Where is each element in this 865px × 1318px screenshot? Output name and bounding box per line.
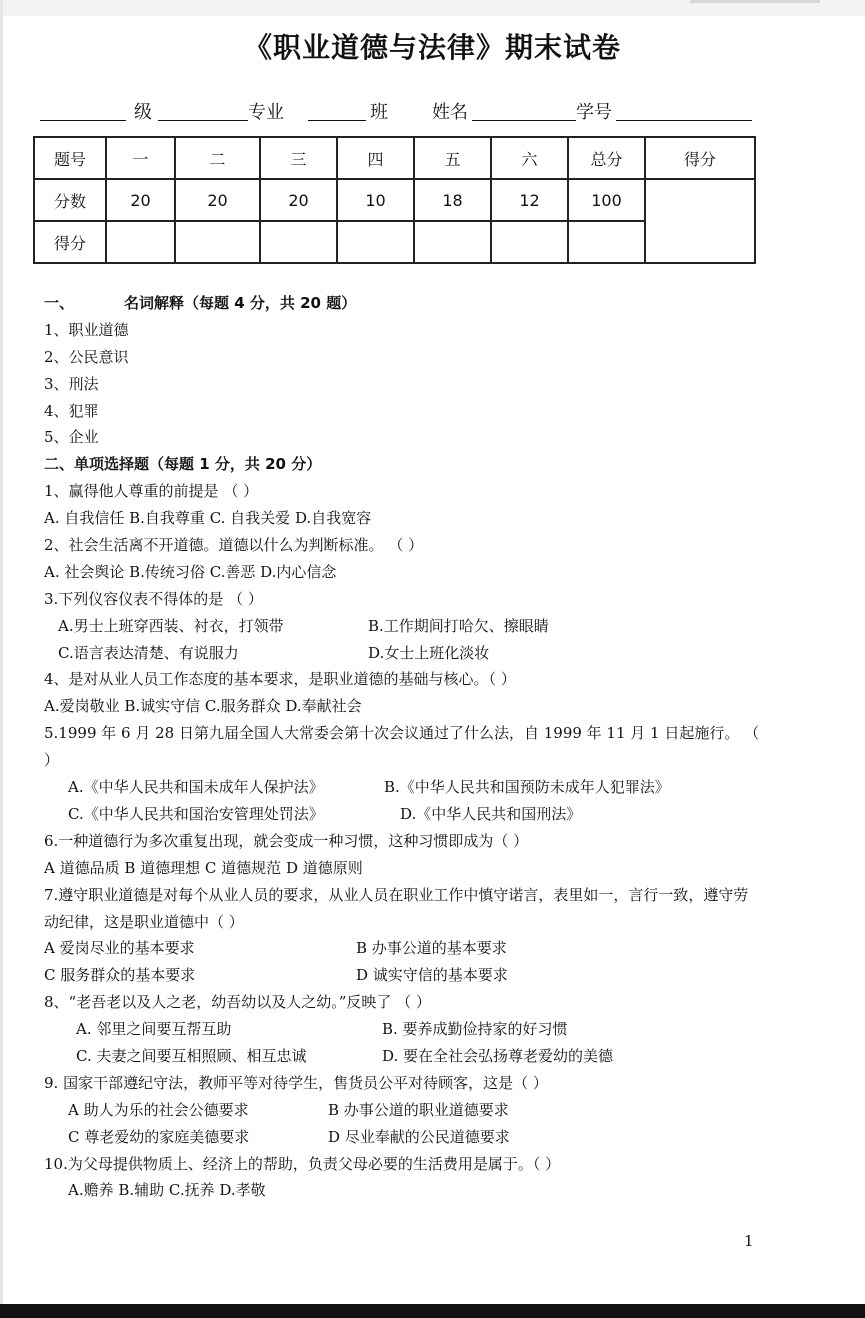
question: 2、社会生活离不开道德。道德以什么为判断标准。 （ ） xyxy=(44,536,424,555)
question-options: A.爱岗敬业 B.诚实守信 C.服务群众 D.奉献社会 xyxy=(44,697,362,716)
section1-number: 一、 xyxy=(44,294,75,312)
option: C 服务群众的基本要求 xyxy=(44,966,196,985)
section1-heading xyxy=(44,290,760,317)
question: 8、“老吾老以及人之老，幼吾幼以及人之幼。”反映了 （ ） xyxy=(44,993,431,1012)
question-options xyxy=(44,1043,760,1070)
option: A. 邻里之间要互帮互助 xyxy=(76,1020,232,1039)
table-row-points xyxy=(34,179,755,221)
table-cell: 二 xyxy=(175,137,260,179)
grade-label: 级 xyxy=(134,102,152,123)
question-options xyxy=(44,613,760,640)
student-id-label: 学号 xyxy=(576,102,612,123)
table-cell: 六 xyxy=(491,137,568,179)
question: 7.遵守职业道德是对每个从业人员的要求，从业人员在职业工作中慎守诺言，表里如一，言行一致，遵守劳动纪律，这是职业道德中（ ） xyxy=(44,885,749,931)
table-cell: 三 xyxy=(260,137,337,179)
table-cell: 五 xyxy=(414,137,491,179)
option: A.《中华人民共和国未成年人保护法》 xyxy=(68,778,324,797)
question: 9. 国家干部遵纪守法，教师平等对待学生，售货员公平对待顾客，这是（ ） xyxy=(44,1073,548,1092)
name-label: 姓名 xyxy=(432,102,468,123)
option: D 尽业奉献的公民道德要求 xyxy=(328,1127,510,1146)
class-label: 班 xyxy=(370,102,388,123)
question-options xyxy=(44,1016,760,1043)
table-cell: 18 xyxy=(414,179,491,221)
grade-blank xyxy=(40,120,126,121)
question-options xyxy=(44,774,760,801)
question-options: A.赡养 B.辅助 C.抚养 D.孝敬 xyxy=(68,1181,266,1200)
option: D 诚实守信的基本要求 xyxy=(356,966,508,985)
empty-score-cell xyxy=(175,221,260,263)
question: 4、是对从业人员工作态度的基本要求，是职业道德的基础与核心。（ ） xyxy=(44,670,516,689)
option: B 办事公道的职业道德要求 xyxy=(328,1100,509,1119)
table-row-header xyxy=(34,137,755,179)
question: 10.为父母提供物质上、经济上的帮助，负责父母必要的生活费用是属于。（ ） xyxy=(44,1154,561,1173)
class-blank xyxy=(308,120,366,121)
question-options xyxy=(44,1097,760,1124)
question-options xyxy=(44,1124,760,1151)
exam-content xyxy=(44,290,760,1204)
option: C.语言表达清楚、有说服力 xyxy=(58,643,239,662)
score-table xyxy=(33,136,756,264)
table-cell: 一 xyxy=(106,137,175,179)
table-cell: 题号 xyxy=(34,137,106,179)
empty-score-cell xyxy=(260,221,337,263)
page-left-edge xyxy=(0,0,3,1318)
question-options xyxy=(44,935,760,962)
viewer-tab xyxy=(690,0,820,3)
option: A.男士上班穿西装、衬衣，打领带 xyxy=(58,616,284,635)
question: 6.一种道德行为多次重复出现，就会变成一种习惯，这种习惯即成为（ ） xyxy=(44,831,529,850)
list-item: 1、职业道德 xyxy=(44,320,129,339)
list-item: 2、公民意识 xyxy=(44,347,129,366)
major-blank xyxy=(158,120,248,121)
section2-heading: 二、单项选择题（每题 1 分，共 20 分） xyxy=(44,455,322,474)
empty-score-cell xyxy=(491,221,568,263)
list-item: 3、刑法 xyxy=(44,374,99,393)
question: 3.下列仪容仪表不得体的是 （ ） xyxy=(44,589,263,608)
table-cell: 总分 xyxy=(568,137,645,179)
question-options xyxy=(44,801,760,828)
name-blank xyxy=(472,120,576,121)
exam-title: 《职业道德与法律》期末试卷 xyxy=(243,31,621,64)
question-options: A 道德品质 B 道德理想 C 道德规范 D 道德原则 xyxy=(44,858,363,877)
table-cell: 20 xyxy=(260,179,337,221)
table-cell: 分数 xyxy=(34,179,106,221)
option: C. 夫妻之间要互相照顾、相互忠诚 xyxy=(76,1047,307,1065)
question-options xyxy=(44,962,760,989)
table-cell: 12 xyxy=(491,179,568,221)
student-id-blank xyxy=(616,120,752,121)
option: B 办事公道的基本要求 xyxy=(356,939,507,958)
option: D.《中华人民共和国刑法》 xyxy=(400,804,582,823)
question-options: A. 自我信任 B.自我尊重 C. 自我关爱 D.自我宽容 xyxy=(44,509,372,528)
list-item: 4、犯罪 xyxy=(44,401,99,420)
option: C 尊老爱幼的家庭美德要求 xyxy=(68,1127,250,1146)
table-cell: 100 xyxy=(568,179,645,221)
option: A 助人为乐的社会公德要求 xyxy=(68,1100,249,1119)
option: C.《中华人民共和国治安管理处罚法》 xyxy=(68,804,324,823)
table-cell: 10 xyxy=(337,179,414,221)
viewer-bottom-bar xyxy=(0,1304,865,1318)
empty-score-cell xyxy=(414,221,491,263)
list-item: 5、企业 xyxy=(44,428,99,447)
option: B. 要养成勤俭持家的好习惯 xyxy=(382,1020,568,1039)
table-cell: 得分 xyxy=(645,137,755,179)
option: D. 要在全社会弘扬尊老爱幼的美德 xyxy=(382,1047,614,1065)
empty-score-cell xyxy=(106,221,175,263)
question: 5.1999 年 6 月 28 日第九届全国人大常委会第十次会议通过了什么法，自 1999 年 11 月 1 日起施行。 （ ） xyxy=(44,724,760,770)
page-number: 1 xyxy=(744,1232,754,1250)
major-label: 专业 xyxy=(248,102,284,123)
table-cell: 四 xyxy=(337,137,414,179)
option: A 爱岗尽业的基本要求 xyxy=(44,939,195,958)
table-cell: 20 xyxy=(106,179,175,221)
section1-title: 名词解释（每题 4 分，共 20 题） xyxy=(124,294,357,312)
question: 1、赢得他人尊重的前提是 （ ） xyxy=(44,482,259,501)
option: D.女士上班化淡妆 xyxy=(368,643,490,662)
table-cell: 得分 xyxy=(34,221,106,263)
option: B.《中华人民共和国预防未成年人犯罪法》 xyxy=(384,778,670,797)
total-score-cell xyxy=(645,179,755,263)
viewer-top-bar xyxy=(0,0,865,16)
empty-score-cell xyxy=(337,221,414,263)
question-options xyxy=(44,640,760,667)
student-info-line xyxy=(40,98,752,124)
question-options: A. 社会舆论 B.传统习俗 C.善恶 D.内心信念 xyxy=(44,562,337,581)
table-cell: 20 xyxy=(175,179,260,221)
empty-score-cell xyxy=(568,221,645,263)
option: B.工作期间打哈欠、擦眼睛 xyxy=(368,616,549,635)
